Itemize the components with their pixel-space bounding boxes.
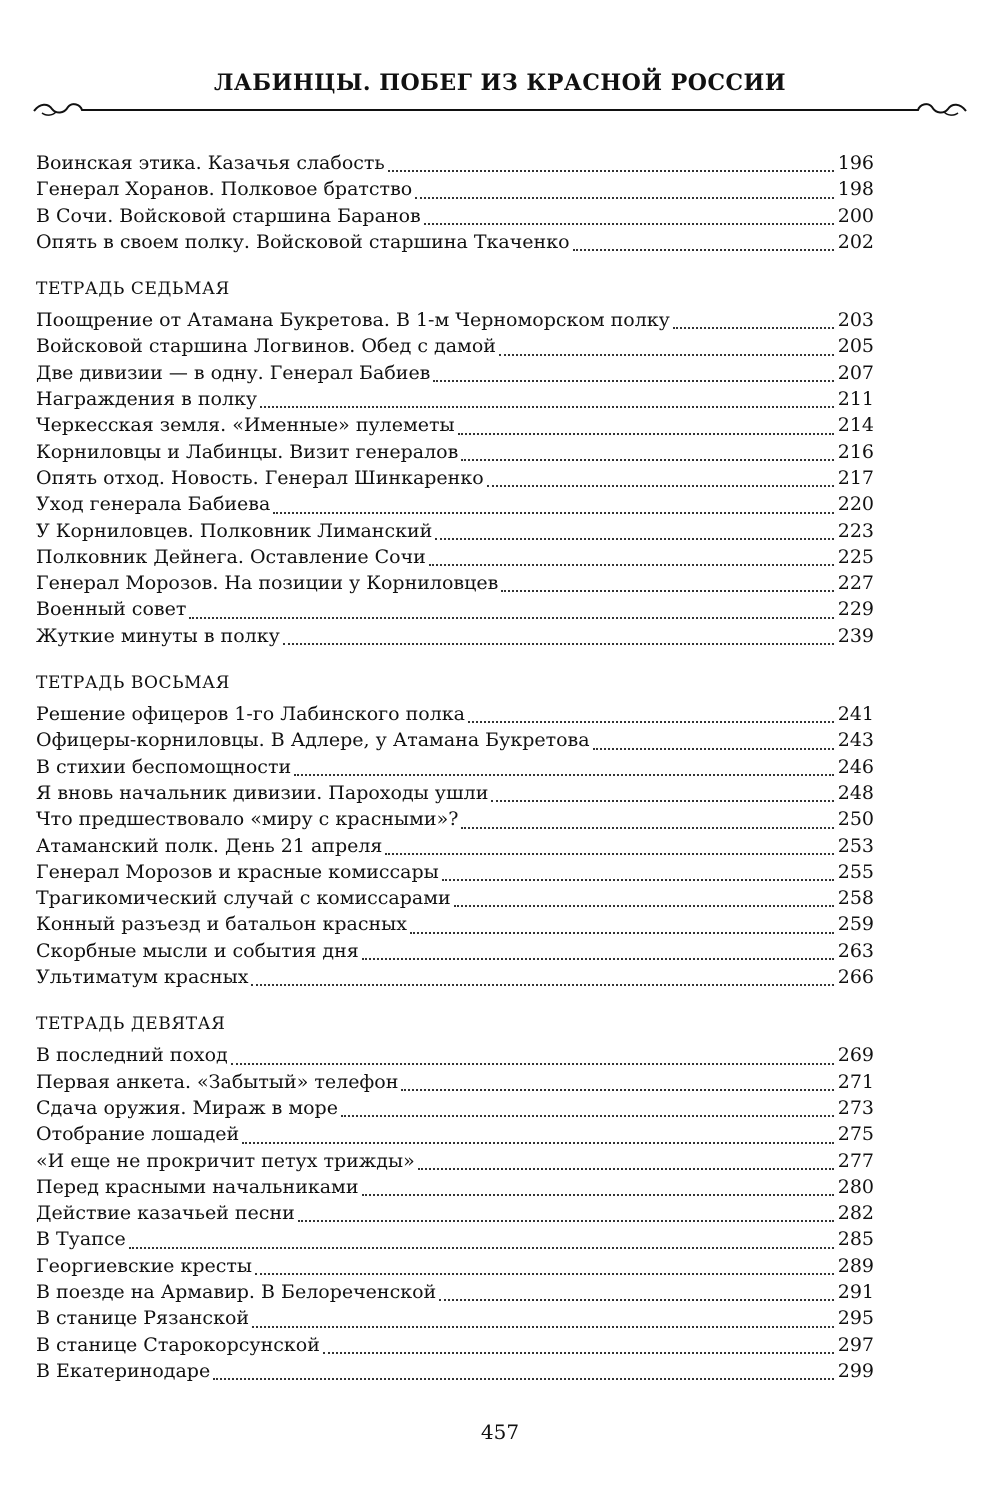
entry-title: Что предшествовало «миру с красными»? [36,808,459,831]
entry-page: 217 [837,466,874,489]
dot-leader [415,197,834,199]
toc-entry [36,544,874,570]
entry-page: 211 [837,388,874,411]
dot-leader [388,170,834,172]
entry-title: Две дивизии — в одну. Генерал Бабиев [36,361,431,384]
entry-title: Георгиевские кресты [36,1254,253,1277]
toc-entry [36,885,874,911]
entry-page: 258 [837,887,874,910]
toc-entry [36,1279,874,1305]
dot-leader [433,380,833,382]
dot-leader [401,1089,833,1091]
entry-title: Поощрение от Атамана Букретова. В 1-м Черноморском полку [36,309,670,332]
entry-page: 269 [837,1044,874,1067]
entry-title: Конный разъезд и батальон красных [36,913,407,936]
toc-entry [36,1226,874,1252]
toc-entry [36,570,874,596]
entry-page: 285 [837,1228,874,1251]
toc-section [36,673,874,990]
section-heading: ТЕТРАДЬ ДЕВЯТАЯ [36,1014,226,1035]
dot-leader [252,1326,834,1328]
dot-leader [468,721,834,723]
toc-entry [36,360,874,386]
intro-entries [36,150,874,255]
toc-entry [36,1148,874,1174]
entry-page: 282 [837,1202,874,1225]
page-number: 457 [480,1420,520,1444]
running-header [0,70,1000,96]
entry-page: 243 [837,729,874,752]
entry-title: Перед красными начальниками [36,1175,359,1198]
dot-leader [573,249,834,251]
dot-leader [439,1299,834,1301]
entry-page: 200 [837,204,874,227]
entry-title: Генерал Морозов. На позиции у Корниловцев [36,572,499,595]
toc-entry [36,754,874,780]
entry-title: В поезде на Армавир. В Белореченской [36,1280,437,1303]
entry-page: 253 [837,834,874,857]
toc-entry [36,938,874,964]
dot-leader [362,1194,834,1196]
entry-page: 271 [837,1070,874,1093]
entry-title: Награждения в полку [36,388,258,411]
entry-page: 280 [837,1175,874,1198]
dot-leader [673,327,834,329]
entry-title: Черкесская земля. «Именные» пулеметы [36,414,455,437]
dot-leader [213,1378,834,1380]
toc-entry [36,412,874,438]
dot-leader [231,1063,834,1065]
entry-page: 220 [837,493,874,516]
dot-leader [273,512,833,514]
entry-title: У Корниловцев. Полковник Лиманский [36,519,433,542]
entry-page: 266 [837,966,874,989]
toc-entry [36,386,874,412]
dot-leader [454,905,834,907]
entry-page: 196 [837,152,874,174]
entry-page: 255 [837,860,874,883]
toc-entry [36,1042,874,1068]
toc-entry [36,911,874,937]
entry-title: Воинская этика. Казачья слабость [36,152,385,174]
entry-page: 239 [837,624,874,647]
dot-leader [593,748,834,750]
entry-page: 225 [837,545,874,568]
toc-section [36,1014,874,1384]
entry-title: Ультиматум красных [36,966,249,989]
entry-title: В Екатеринодаре [36,1359,211,1382]
entry-page: 223 [837,519,874,542]
dot-leader [385,853,833,855]
dot-leader [429,564,834,566]
entry-title: Офицеры-корниловцы. В Адлере, у Атамана Букретова [36,729,590,752]
left-flourish-icon [34,104,86,112]
dot-leader [410,932,834,934]
dot-leader [435,538,833,540]
entry-page: 248 [837,781,874,804]
entry-title: В Сочи. Войсковой старшина Баранов [36,204,421,227]
entry-page: 246 [837,755,874,778]
entry-title: В станице Рязанской [36,1307,250,1330]
entry-title: Сдача оружия. Мираж в море [36,1096,338,1119]
entry-title: Генерал Морозов и красные комиссары [36,860,439,883]
dot-leader [255,1273,834,1275]
toc-entry [36,1121,874,1147]
toc-entry [36,176,874,202]
entry-page: 205 [837,335,874,358]
entry-title: Трагикомический случай с комиссарами [36,887,451,910]
toc-entry [36,701,874,727]
entry-title: Генерал Хоранов. Полковое братство [36,178,413,201]
entry-page: 291 [837,1280,874,1303]
dot-leader [499,354,834,356]
section-heading: ТЕТРАДЬ ВОСЬМАЯ [36,673,230,694]
dot-leader [242,1142,834,1144]
toc-entry [36,833,874,859]
dot-leader [283,643,834,645]
dot-leader [260,406,834,408]
toc-entry [36,1095,874,1121]
dot-leader [298,1220,834,1222]
toc-entry [36,727,874,753]
dot-leader [487,485,834,487]
entry-title: Первая анкета. «Забытый» телефон [36,1070,399,1093]
entry-page: 259 [837,913,874,936]
toc-entry [36,229,874,255]
toc-entry [36,307,874,333]
toc-entry [36,806,874,832]
dot-leader [341,1115,834,1117]
toc-entry [36,859,874,885]
entry-page: 214 [837,414,874,437]
entry-page: 289 [837,1254,874,1277]
entry-page: 216 [837,440,874,463]
entry-title: Опять отход. Новость. Генерал Шинкаренко [36,466,484,489]
toc-entry [36,150,874,176]
toc-entry [36,491,874,517]
entry-title: Отобрание лошадей [36,1123,240,1146]
entry-page: 203 [837,309,874,332]
entry-title: В последний поход [36,1044,228,1067]
entry-title: Жуткие минуты в полку [36,624,280,647]
entry-title: Решение офицеров 1-го Лабинского полка [36,703,465,726]
toc-entry [36,1069,874,1095]
entry-title: «И еще не прокричит петух трижды» [36,1149,415,1172]
running-header-title: ЛАБИНЦЫ. ПОБЕГ ИЗ КРАСНОЙ РОССИИ [213,70,787,96]
section-heading: ТЕТРАДЬ СЕДЬМАЯ [36,279,230,300]
right-flourish-icon [914,104,966,112]
entry-page: 241 [837,703,874,726]
entry-page: 227 [837,572,874,595]
entry-title: В стихии беспомощности [36,755,292,778]
dot-leader [461,827,833,829]
toc-entry [36,623,874,649]
toc-entry [36,439,874,465]
toc-entry [36,518,874,544]
dot-leader [418,1168,834,1170]
dot-leader [294,774,834,776]
entry-page: 277 [837,1149,874,1172]
entry-page: 250 [837,808,874,831]
entry-page: 202 [837,230,874,253]
entry-page: 295 [837,1307,874,1330]
dot-leader [129,1247,834,1249]
entry-title: Опять в своем полку. Войсковой старшина Ткаченко [36,230,570,253]
entry-title: Корниловцы и Лабинцы. Визит генералов [36,440,459,463]
entry-page: 275 [837,1123,874,1146]
toc-entry [36,780,874,806]
entry-title: Действие казачьей песни [36,1202,295,1225]
entry-title: Войсковой старшина Логвинов. Обед с дамой [36,335,496,358]
dot-leader [189,617,833,619]
dot-leader [424,223,834,225]
dot-leader [362,958,834,960]
entry-title: Военный совет [36,598,187,621]
entry-page: 198 [837,178,874,201]
entry-page: 229 [837,598,874,621]
entry-title: Атаманский полк. День 21 апреля [36,834,383,857]
toc-entry [36,465,874,491]
toc-entry [36,1200,874,1226]
toc-entry [36,1253,874,1279]
entry-page: 299 [837,1359,874,1382]
toc-entry [36,1332,874,1358]
dot-leader [251,984,833,986]
dot-leader [458,433,834,435]
toc-entry [36,596,874,622]
entry-page: 297 [837,1333,874,1356]
left-flourish-curl-icon [42,112,56,115]
entry-title: Скорбные мысли и события дня [36,939,359,962]
dot-leader [491,800,833,802]
toc-entry [36,203,874,229]
toc-entry [36,1305,874,1331]
dot-leader [442,879,834,881]
toc-section [36,279,874,649]
entry-page: 207 [837,361,874,384]
entry-page: 263 [837,939,874,962]
dot-leader [461,459,833,461]
toc-entry [36,1358,874,1384]
ornamental-rule [32,101,968,117]
entry-title: В Туапсе [36,1228,126,1251]
entry-title: Уход генерала Бабиева [36,493,271,516]
right-flourish-curl-icon [944,112,958,115]
dot-leader [501,590,833,592]
entry-title: Я вновь начальник дивизии. Пароходы ушли [36,781,489,804]
dot-leader [323,1352,834,1354]
entry-page: 273 [837,1096,874,1119]
toc-entry [36,964,874,990]
entry-title: В станице Старокорсунской [36,1333,320,1356]
entry-title: Полковник Дейнега. Оставление Сочи [36,545,426,568]
toc-entry [36,333,874,359]
toc-entry [36,1174,874,1200]
table-of-contents [36,150,874,1384]
